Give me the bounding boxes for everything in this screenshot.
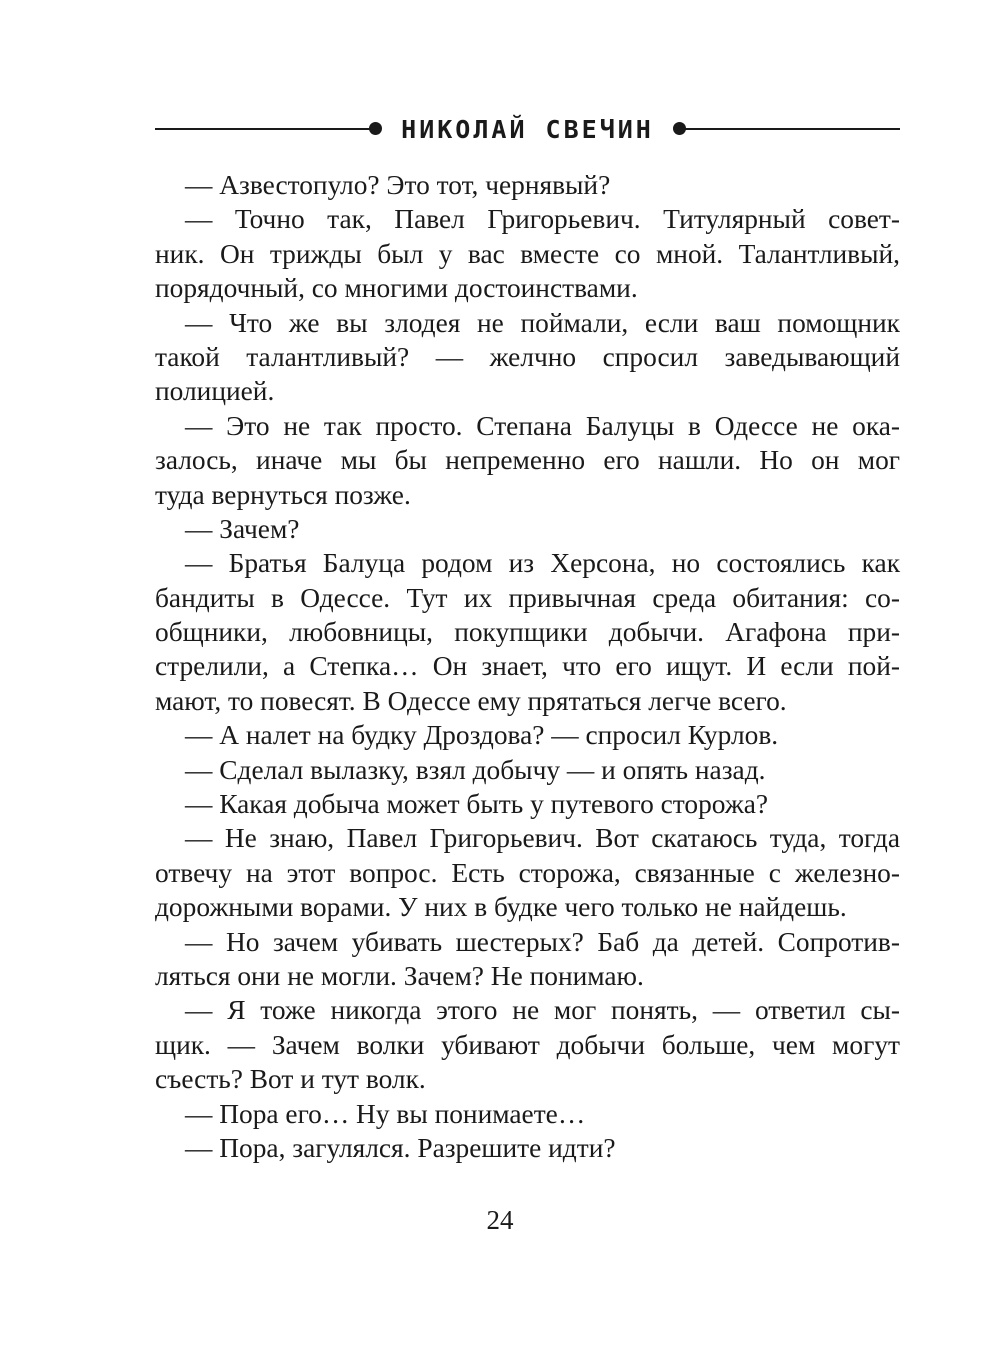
text-line: — Это не так просто. Степана Балуцы в Одессе не ока-	[185, 410, 900, 441]
text-line: мают, то повесят. В Одессе ему прятаться легче всего.	[155, 685, 787, 716]
text-line: — Какая добыча может быть у путевого сторожа?	[185, 789, 769, 820]
header-dot-left	[369, 122, 382, 135]
text-line: бандиты в Одессе. Тут их привычная среда обитания: со-	[155, 582, 900, 613]
text-line: стрелили, а Степка… Он знает, что его ищут. И если пой-	[155, 651, 900, 682]
running-header	[155, 112, 900, 148]
text-line: — Но зачем убивать шестерых? Баб да детей. Сопротив-	[185, 926, 900, 957]
text-line: ник. Он трижды был у вас вместе со мной. Талантливый,	[155, 238, 900, 269]
page-body-text	[155, 168, 900, 1165]
text-line: — Пора, загулялся. Разрешите идти?	[185, 1132, 616, 1163]
text-line: съесть? Вот и тут волк.	[155, 1064, 426, 1095]
text-line: ляться они не могли. Зачем? Не понимаю.	[155, 960, 644, 991]
running-head-author: НИКОЛАЙ СВЕЧИН	[401, 115, 654, 144]
text-line: — Пора его… Ну вы понимаете…	[185, 1098, 586, 1129]
header-rule-right	[683, 128, 900, 130]
text-line: такой талантливый? — желчно спросил заведывающий	[155, 341, 900, 372]
text-line: — Братья Балуца родом из Херсона, но состоялись как	[185, 548, 900, 579]
text-line: полицией.	[155, 376, 275, 407]
text-line: — Точно так, Павел Григорьевич. Титулярный совет-	[185, 204, 900, 235]
text-line: общники, любовницы, покупщики добычи. Агафона при-	[155, 617, 900, 648]
text-line: отвечу на этот вопрос. Есть сторожа, связанные с железно-	[155, 857, 900, 888]
text-line: — Сделал вылазку, взял добычу — и опять назад.	[185, 754, 766, 785]
text-line: туда вернуться позже.	[155, 479, 411, 510]
text-line: — Я тоже никогда этого не мог понять, — ответил сы-	[185, 995, 900, 1026]
text-line: — Не знаю, Павел Григорьевич. Вот скатаюсь туда, тогда	[185, 823, 900, 854]
text-line: — Азвестопуло? Это тот, чернявый?	[185, 170, 611, 200]
text-line: — Что же вы злодея не поймали, если ваш помощник	[185, 307, 900, 338]
text-line: щик. — Зачем волки убивают добычи больше, чем могут	[155, 1029, 900, 1060]
header-rule-left	[155, 128, 373, 130]
text-line: — Зачем?	[185, 513, 300, 544]
text-line: порядочный, со многими достоинствами.	[155, 273, 638, 304]
text-line: дорожными ворами. У них в будке чего только не найдешь.	[155, 892, 847, 923]
page-number: 24	[486, 1205, 514, 1235]
text-line: — А налет на будку Дроздова? — спросил Курлов.	[185, 720, 779, 751]
text-line: залось, иначе мы бы непременно его нашли. Но он мог	[155, 445, 900, 476]
